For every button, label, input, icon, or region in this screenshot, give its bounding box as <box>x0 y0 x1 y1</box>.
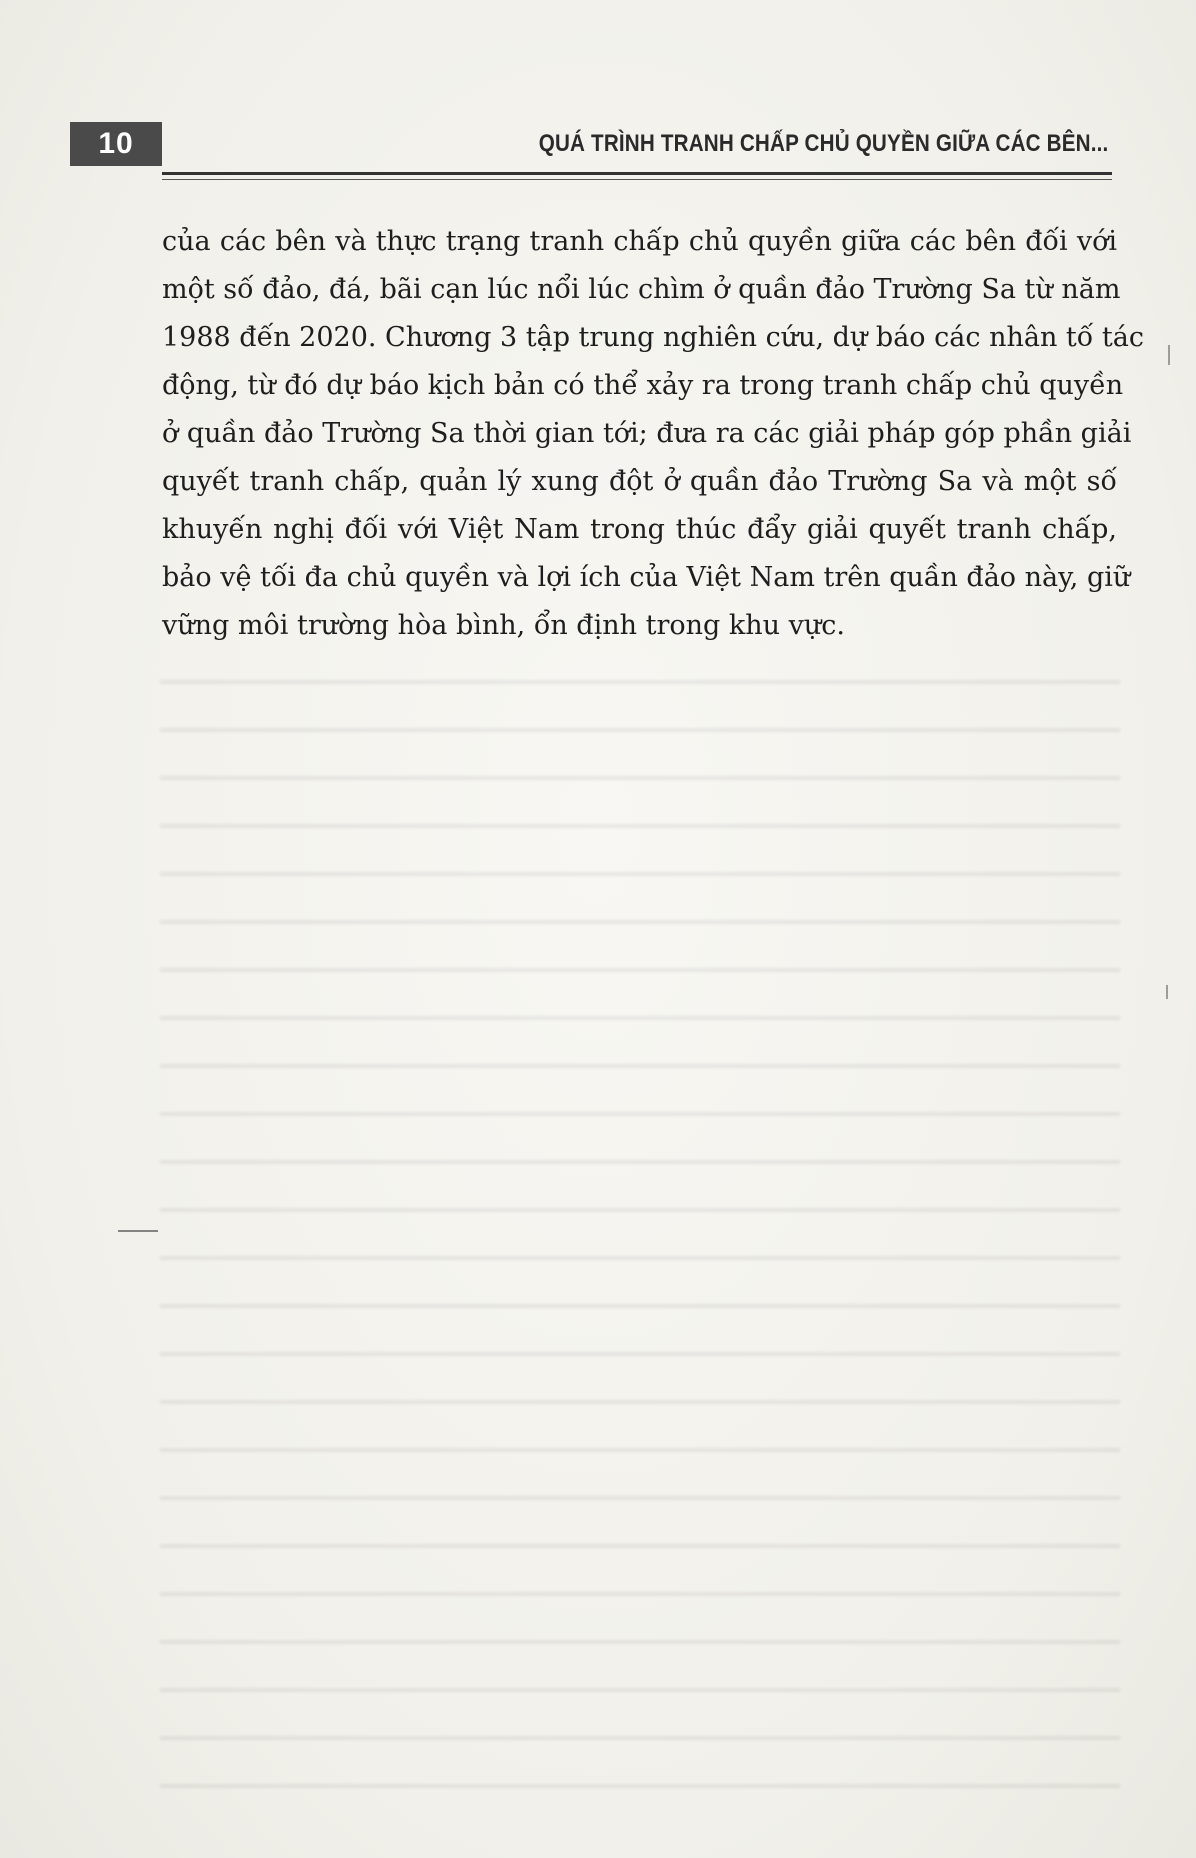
page-header <box>70 120 1120 180</box>
body-line: bảo vệ tối đa chủ quyền và lợi ích của Việt Nam trên quần đảo này, giữ <box>162 562 1131 593</box>
body-line: động, từ đó dự báo kịch bản có thể xảy ra trong tranh chấp chủ quyền <box>162 370 1124 401</box>
body-line: quyết tranh chấp, quản lý xung đột ở quần đảo Trường Sa và một số <box>162 466 1117 497</box>
body-line: khuyến nghị đối với Việt Nam trong thúc đẩy giải quyết tranh chấp, <box>162 514 1117 545</box>
body-line: một số đảo, đá, bãi cạn lúc nổi lúc chìm ở quần đảo Trường Sa từ năm <box>162 274 1121 305</box>
body-line: ở quần đảo Trường Sa thời gian tới; đưa ra các giải pháp góp phần giải <box>162 418 1132 449</box>
body-paragraph <box>162 218 1144 650</box>
margin-dash <box>118 1230 158 1232</box>
running-title: QUÁ TRÌNH TRANH CHẤP CHỦ QUYỀN GIỮA CÁC BÊN... <box>538 130 1108 157</box>
page-number: 10 <box>70 122 162 166</box>
body-line: của các bên và thực trạng tranh chấp chủ quyền giữa các bên đối với <box>162 226 1117 257</box>
body-line: 1988 đến 2020. Chương 3 tập trung nghiên cứu, dự báo các nhân tố tác <box>162 322 1144 353</box>
header-rule-thin <box>162 179 1112 180</box>
body-line: vững môi trường hòa bình, ổn định trong khu vực. <box>162 610 845 641</box>
show-through-texture <box>160 650 1120 1800</box>
margin-mark <box>1168 345 1170 365</box>
margin-mark <box>1166 985 1168 999</box>
header-rule-thick <box>162 172 1112 175</box>
